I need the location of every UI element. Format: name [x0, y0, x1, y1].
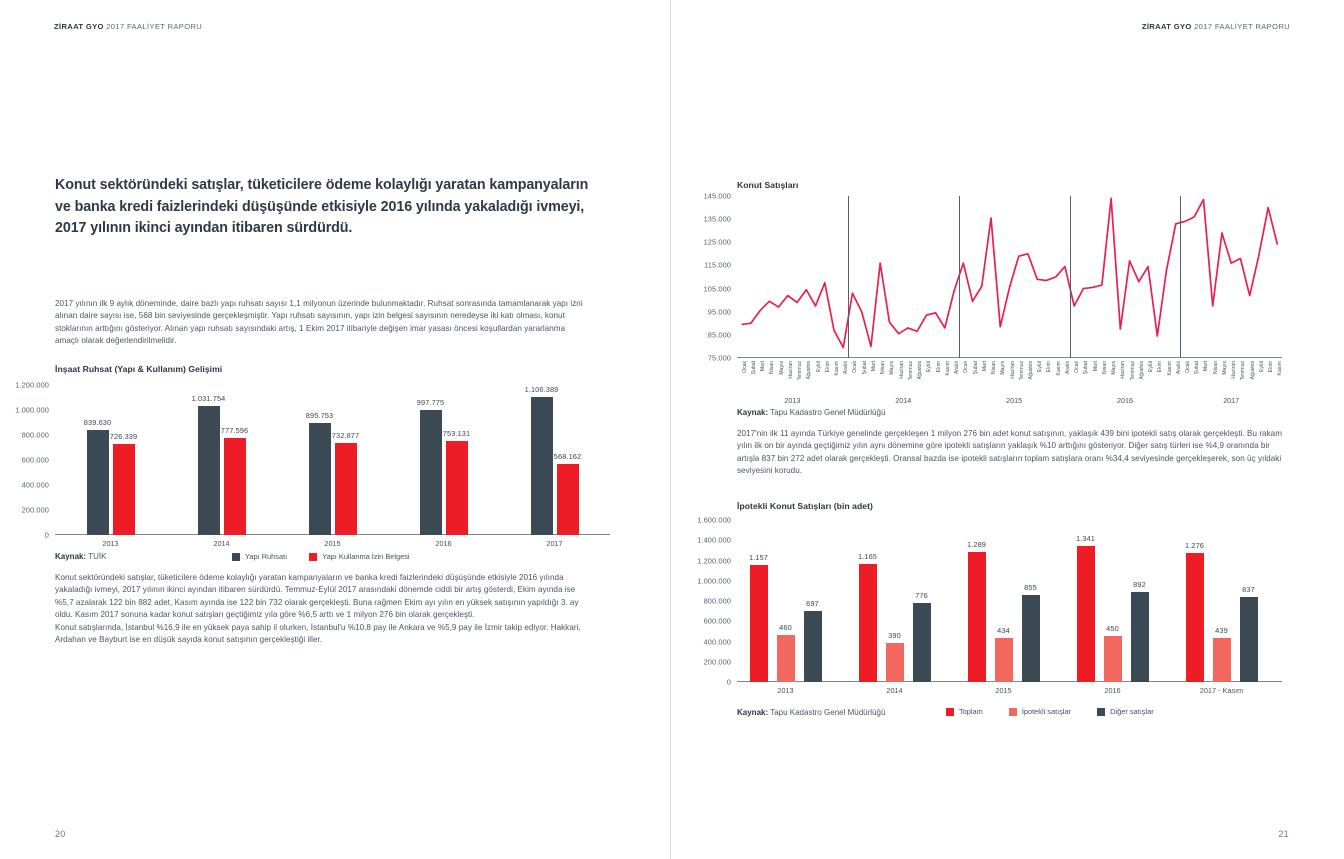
x-axis-month-label: Aralık [954, 361, 961, 375]
legend-swatch [232, 553, 240, 561]
paragraph-1: 2017'nin ilk 11 ayında Türkiye genelinde gerçekleşen 1 milyon 276 bin adet konut satışının, yaklaşık 439 bini ipotekli satış olarak gerçekleşti. Bu rakam yılın ilk on bir ayında geçtiğimiz yılın aynı dönemine göre ipotekli satışların yaklaşık %10 arttığını gösteriyor. Diğer satış türleri ise %4,9 oranında bir artışla 837 bin 272 adet olarak gerçekleşti. Oransal bazda ise ipotekli satışların toplam satışlara oranı %34,4 seviyesinde gerçekleşerek, son üç yıldaki seviyesini korudu. [737, 429, 1283, 476]
bar [967, 539, 986, 683]
x-axis-month-label: Şubat [972, 361, 979, 375]
x-axis-category-label: 2015 [324, 539, 341, 548]
legend-swatch [1097, 708, 1105, 716]
page-right [671, 0, 1344, 859]
legend-swatch [309, 553, 317, 561]
bar [1131, 579, 1149, 682]
x-axis-month-label: Şubat [1194, 361, 1201, 375]
y-axis-tick: 1.600.000 [697, 515, 731, 525]
x-axis-category-label: 2013 [102, 539, 119, 548]
x-axis-month-label: Ocak [1074, 361, 1081, 373]
x-axis-category-label: 2014 [213, 539, 230, 548]
x-axis-year-label: 2014 [895, 396, 912, 405]
y-axis-tick: 135.000 [703, 214, 731, 224]
bar-value-label: 390 [888, 630, 901, 640]
x-axis-month-label: Mart [870, 361, 877, 372]
kaynak-label: Kaynak: [737, 708, 769, 717]
running-header-brand: ZİRAAT GYO [1141, 22, 1192, 31]
kaynak-label: Kaynak: [55, 552, 87, 561]
bar [804, 599, 822, 682]
x-axis-month-label: Mart [760, 361, 767, 372]
legend-swatch [946, 708, 954, 716]
bar-value-label: 726.339 [109, 432, 138, 442]
x-axis-month-label: Ağustos [806, 361, 813, 380]
x-axis-month-label: Mayıs [778, 361, 785, 375]
legend-label: İpotekli satışlar [1021, 707, 1072, 716]
page-number-left: 20 [55, 829, 66, 839]
x-axis-category-label: 2013 [777, 686, 794, 695]
x-axis-month-label: Mayıs [1000, 361, 1007, 375]
x-axis-month-label: Mayıs [1111, 361, 1118, 375]
plot-area [703, 191, 1284, 405]
x-axis-month-label: Nisan [1212, 361, 1219, 375]
y-axis-tick: 800.000 [703, 596, 731, 606]
x-axis-month-label: Şubat [750, 361, 757, 375]
kaynak-insaat-ruhsat [55, 552, 106, 561]
y-axis-tick: 75.000 [707, 353, 731, 363]
x-axis-month-label: Kasım [1166, 361, 1173, 376]
bar [305, 411, 334, 535]
x-axis-month-label: Kasım [833, 361, 840, 376]
x-axis-month-label: Ocak [1185, 361, 1191, 373]
running-header-brand: ZİRAAT GYO [54, 22, 104, 31]
x-axis-month-label: Eylül [1258, 361, 1265, 373]
legend-label: Yapı Ruhsatı [245, 552, 288, 561]
x-axis-category-label: 2016 [1104, 686, 1121, 695]
y-axis-tick: 1.200.000 [15, 380, 49, 390]
bar [442, 428, 471, 535]
x-axis-month-label: Nisan [880, 361, 887, 375]
page-lede: Konut sektöründeki satışlar, tüketicilere ödeme kolaylığı yaratan kampanyaların ve banka kredi faizlerindeki düşüşünde etkisiyle 2016 yılında yakaladığı ivmeyi, 2017 yılının ikinci ayından itibaren sürdürdü. [55, 177, 589, 236]
y-axis-tick: 145.000 [703, 191, 731, 201]
x-axis-month-label: Ağustos [1249, 361, 1256, 380]
x-axis-month-label: Mayıs [889, 361, 896, 375]
x-axis-month-label: Ekim [824, 361, 831, 373]
chart-ipotekli-konut-satislari [697, 515, 1282, 695]
paragraph-3: Konut satışlarında, İstanbul %16,9 ile en yüksek paya sahip il olurken, İstanbul'u %10,8 pay ile Ankara ve %5,9 pay ile İzmir takip ediyor. Hakkari, Ardahan ve Bayburt ise en düşük sayıda konut satışının gerçekleştiği iller. [55, 622, 581, 645]
x-axis-month-label: Kasım [944, 361, 951, 376]
legend-item [1009, 707, 1071, 716]
running-header-right [1142, 22, 1290, 31]
kaynak-label: Kaynak: [737, 408, 769, 417]
x-axis-month-label: Mart [1203, 361, 1210, 372]
y-axis-tick: 200.000 [21, 505, 49, 515]
kaynak-value: Tapu Kadastro Genel Müdürlüğü [768, 708, 886, 717]
y-axis-tick: 95.000 [707, 307, 731, 317]
bar-value-label: 837 [1242, 585, 1255, 595]
bar-value-label: 776 [915, 591, 928, 601]
x-axis-month-label: Haziran [1009, 361, 1016, 379]
plot-area [15, 380, 610, 548]
legend-label: Diğer satışlar [1110, 707, 1154, 716]
bar-value-label: 460 [779, 623, 792, 633]
y-axis-tick: 0 [726, 677, 731, 687]
bar-value-label: 892 [1133, 579, 1146, 589]
x-axis-month-label: Eylül [926, 361, 933, 373]
legend-label: Toplam [959, 707, 983, 716]
bar [331, 431, 360, 535]
x-axis-month-label: Temmuz [1129, 361, 1136, 381]
y-axis-tick: 105.000 [703, 284, 731, 294]
bar-value-label: 450 [1106, 624, 1119, 634]
right-body-text [737, 428, 1282, 478]
bar-value-label: 1.341 [1076, 534, 1095, 544]
legend-swatch [1009, 708, 1017, 716]
page-number-right: 21 [1278, 829, 1289, 839]
line-series-path [737, 196, 1282, 358]
bar [1022, 583, 1040, 682]
bar-value-label: 1.106.389 [524, 384, 559, 394]
paragraph-2: Konut sektöründeki satışlar, tüketicilere ödeme kolaylığı yaratan kampanyaların ve banka kredi faizlerindeki düşüşünde etkisiyle 2016 yılında yakaladığı ivmeyi, 2017 yılının ikinci ayından itibaren sürdürdü. Temmuz-Eylül 2017 arasındaki dönemde ciddi bir artış gösterdi, Ekim ayında ise %5,7 azalarak 122 bin 882 adet, Kasım ayında ise 122 bin 732 olarak gerçekleşti. Buna rağmen Ekim ayı yılın en yüksek satışının yapıldığı 3. ay oldu. Kasım 2017 sonuna kadar konut satışları geçtiğimiz yıla göre %6,5 arttı ve 1 milyon 276 bin olarak gerçekleşti. [55, 573, 579, 620]
x-axis-month-label: Temmuz [1018, 361, 1025, 381]
x-axis-line [55, 534, 610, 535]
bar [83, 418, 112, 535]
x-axis-year-label: 2017 [1223, 396, 1240, 405]
y-axis-tick: 400.000 [703, 637, 731, 646]
x-axis-category-label: 2017 [546, 539, 563, 548]
y-axis-tick: 0 [44, 530, 49, 540]
x-axis-month-label: Ağustos [917, 361, 924, 380]
bar-value-label: 753.131 [442, 428, 471, 438]
y-axis-tick: 600.000 [703, 616, 731, 626]
y-axis-tick: 85.000 [707, 330, 731, 340]
legend-insaat-ruhsat [232, 552, 410, 561]
y-axis-tick: 125.000 [703, 237, 731, 247]
x-axis-month-label: Nisan [991, 361, 998, 375]
bar-value-label: 855 [1024, 583, 1037, 593]
x-axis-month-label: Ocak [963, 361, 970, 373]
x-axis-month-label: Aralık [843, 361, 850, 375]
bar-value-label: 1.031.754 [191, 394, 226, 404]
x-axis-month-label: Temmuz [1240, 361, 1247, 381]
bar [749, 552, 768, 682]
x-axis-month-label: Haziran [787, 361, 794, 379]
x-axis-month-label: Haziran [1231, 361, 1238, 379]
bar-value-label: 434 [997, 626, 1010, 636]
left-body-text [55, 572, 590, 646]
bar [858, 552, 877, 682]
plot-area [697, 515, 1282, 695]
bar-value-label: 777.596 [220, 425, 249, 435]
x-axis-year-label: 2016 [1116, 396, 1133, 405]
x-axis-month-label: Kasım [1277, 361, 1284, 376]
x-axis-month-label: Haziran [1120, 361, 1127, 379]
y-axis-tick: 1.000.000 [697, 576, 731, 586]
x-axis-month-label: Ağustos [1138, 361, 1145, 380]
bar-value-label: 568.162 [553, 451, 582, 461]
year-separator [959, 196, 960, 358]
bar-value-label: 839.630 [83, 418, 112, 428]
bar [220, 425, 249, 535]
bar [1076, 534, 1095, 682]
bar-value-label: 1.165 [858, 552, 877, 562]
x-axis-category-label: 2016 [435, 539, 452, 548]
year-separator [1180, 196, 1181, 358]
bar [524, 384, 559, 535]
y-axis-tick: 1.000.000 [15, 405, 49, 415]
x-axis-month-label: Temmuz [907, 361, 914, 381]
running-header-title: 2017 FAALİYET RAPORU [1191, 22, 1290, 31]
x-axis-month-label: Eylül [815, 361, 822, 373]
bar-value-label: 1.289 [967, 539, 986, 549]
x-axis-month-label: Ekim [1268, 361, 1275, 373]
bar [109, 432, 138, 535]
y-axis-tick: 1.400.000 [697, 535, 731, 545]
year-separator [848, 196, 849, 358]
x-axis-month-label: Ekim [935, 361, 942, 373]
y-axis-tick: 200.000 [703, 657, 731, 667]
chart-title-insaat-ruhsat: İnşaat Ruhsat (Yapı & Kullanım) Gelişimi [55, 364, 223, 374]
chart-title-konut-satislari: Konut Satışları [737, 180, 799, 190]
x-axis-month-label: Eylül [1037, 361, 1044, 373]
x-axis-month-label: Ekim [1157, 361, 1164, 373]
kaynak-konut-satislari [737, 408, 885, 417]
chart-konut-satislari [703, 191, 1284, 405]
running-header-left [54, 22, 202, 31]
x-axis-month-label: Mart [1092, 361, 1099, 372]
bar [416, 398, 445, 535]
y-axis-tick: 1.200.000 [697, 556, 731, 565]
y-axis-tick: 115.000 [704, 260, 731, 270]
x-axis-month-label: Ekim [1046, 361, 1053, 373]
bar [1213, 625, 1231, 682]
x-axis-month-label: Şubat [1083, 361, 1090, 375]
legend-item [946, 707, 983, 716]
legend-item [232, 552, 287, 561]
x-axis-month-label: Aralık [1175, 361, 1182, 375]
x-axis-month-label: Nisan [769, 361, 776, 375]
chart-title-ipotekli: İpotekli Konut Satışları (bin adet) [737, 501, 873, 511]
x-axis-year-label: 2015 [1006, 396, 1023, 405]
intro-paragraph: 2017 yılının ilk 9 aylık döneminde, daire bazlı yapı ruhsatı sayısı 1,1 milyonun üzerinde bulunmaktadır. Ruhsat sonrasında tamamlanarak yapı izni alınan daire sayısı ise, 568 bin seviyesinde gerçekleşmiştir. Yapı ruhsatı sayısının, yapı izin belgesi sayısının neredeyse iki katı olması, konut stoklarının arttığını gösteriyor. Alınan yapı ruhsatı sayısındaki artış, 1 Ekim 2017 itibariyle değişen imar yasası öncesi koşullardan yararlanma amaçlı olarak değerlendirilmelidir. [55, 299, 583, 346]
bar-value-label: 997.775 [416, 398, 445, 408]
y-axis-tick: 800.000 [21, 430, 49, 440]
bar-value-label: 439 [1215, 625, 1228, 635]
bar [995, 626, 1013, 682]
bar-value-label: 732.877 [331, 431, 360, 441]
bar-value-label: 697 [806, 599, 819, 609]
legend-item [1097, 707, 1154, 716]
kaynak-ipotekli [737, 708, 885, 717]
bar [777, 623, 795, 682]
x-axis-month-label: Ağustos [1027, 361, 1034, 380]
bar [1104, 624, 1122, 682]
page-left [0, 0, 671, 859]
x-axis-month-label: Mayıs [1221, 361, 1228, 375]
legend-item [309, 552, 409, 561]
legend-ipotekli [946, 707, 1154, 716]
bar-value-label: 1.157 [749, 552, 768, 562]
bar [191, 394, 226, 535]
year-separator [1070, 196, 1071, 358]
x-axis-category-label: 2014 [886, 686, 903, 695]
x-axis-category-label: 2017 - Kasım [1199, 686, 1244, 695]
chart-insaat-ruhsat [15, 380, 610, 548]
bar [553, 451, 582, 535]
legend-label: Yapı Kullanma İzin Belgesi [322, 552, 410, 561]
x-axis-month-label: Şubat [861, 361, 868, 375]
x-axis-month-label: Mart [981, 361, 988, 372]
x-axis-year-label: 2013 [784, 396, 801, 405]
bar [886, 630, 904, 682]
y-axis-tick: 600.000 [21, 455, 49, 465]
x-axis-month-label: Ocak [852, 361, 859, 373]
x-axis-category-label: 2015 [995, 686, 1012, 695]
bar [1240, 585, 1258, 682]
bar [1185, 540, 1204, 682]
x-axis-month-label: Kasım [1055, 361, 1062, 376]
x-axis-month-label: Aralık [1064, 361, 1071, 375]
x-axis-month-label: Eylül [1148, 361, 1155, 373]
bar-value-label: 1.276 [1185, 540, 1204, 550]
x-axis-month-label: Haziran [898, 361, 905, 379]
kaynak-value: TUİK [86, 552, 107, 561]
x-axis-month-label: Nisan [1101, 361, 1108, 375]
x-axis-month-label: Temmuz [797, 361, 804, 381]
y-axis-tick: 400.000 [21, 480, 49, 490]
kaynak-value: Tapu Kadastro Genel Müdürlüğü [768, 408, 886, 417]
x-axis-month-label: Ocak [741, 361, 748, 373]
running-header-title: 2017 FAALİYET RAPORU [103, 22, 203, 31]
bar-value-label: 895.753 [305, 411, 334, 421]
bar [913, 591, 931, 682]
intro-block [55, 298, 585, 348]
